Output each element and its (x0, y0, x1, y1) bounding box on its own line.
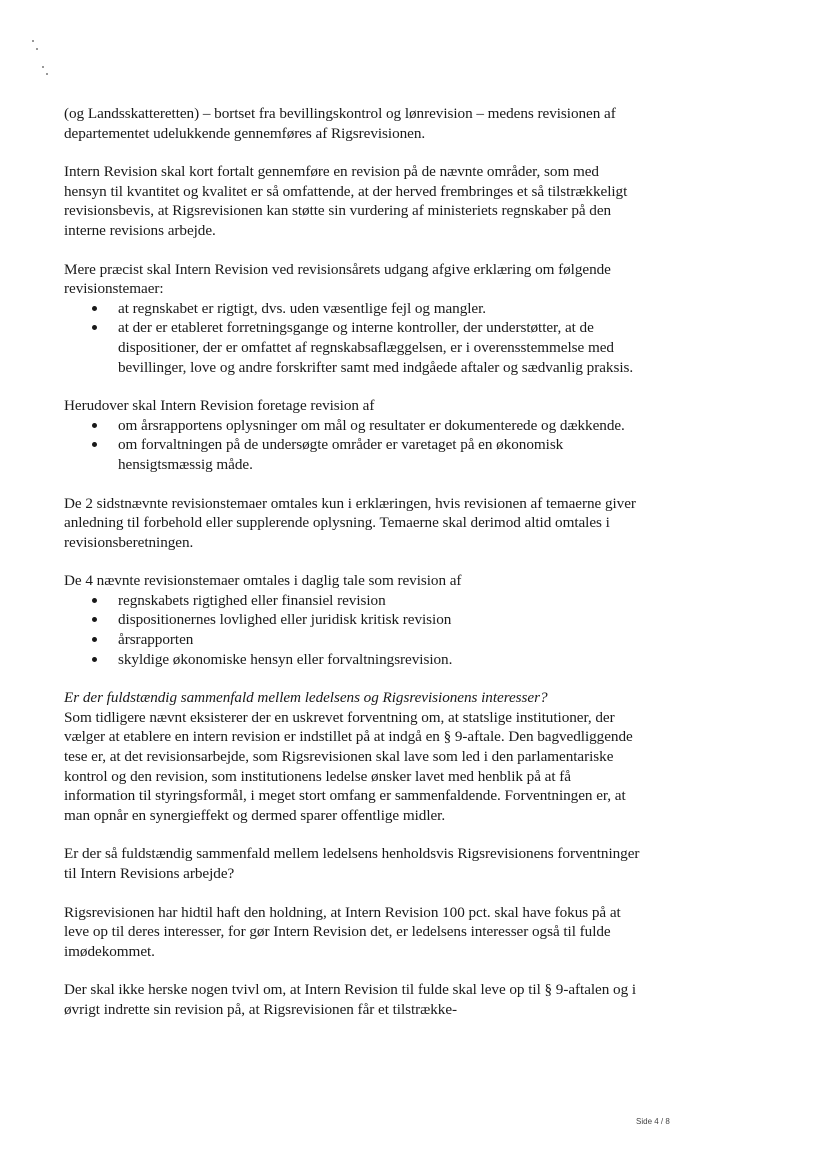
paragraph-4 (64, 396, 644, 474)
paragraph-3-intro: Mere præcist skal Intern Revision ved revisionsårets udgang afgive erklæring om følgende revisionstemaer: (64, 260, 611, 298)
paragraph-2: Intern Revision skal kort fortalt gennemføre en revision på de nævnte områder, som med hensyn til kvantitet og kvalitet er så omfattende, at der herved frembringes et så tilstrækkeligt revisionsbevis, at Rigsrevisionen kan støtte sin vurdering af ministeriets regnskaber på den interne revisions arbejde. (64, 163, 628, 239)
list-item: regnskabets rigtighed eller finansiel revision (88, 591, 644, 611)
scan-specks (30, 40, 60, 80)
bullet-list-2 (64, 416, 644, 475)
paragraph-4-intro: Herudover skal Intern Revision foretage revision af (64, 397, 375, 415)
list-item: at regnskabet er rigtigt, dvs. uden væsentlige fejl og mangler. (88, 299, 644, 319)
list-item: om forvaltningen på de undersøgte områder er varetaget på en økonomisk hensigtsmæssig måde. (88, 435, 644, 474)
bullet-list-1 (64, 299, 644, 377)
paragraph-7-body: Som tidligere nævnt eksisterer der en uskrevet forventning om, at statslige institutioner, der vælger at etablere en intern revision er indstillet på at indgå en § 9-aftale. Den bagvedliggende tese er, at det revisionsarbejde, som Rigsrevisionen skal lave som led i den parlamentariske kontrol og den revision, som institutionens ledelse ønsker lavet med henblik på at få information til styringsformål, i meget stort omfang er sammenfaldende. Forventningen er, at man opnår en synergieffekt og dermed sparer offentlige midler. (64, 708, 633, 824)
scan-speck (42, 66, 44, 68)
scan-speck (36, 48, 38, 50)
document-page (64, 104, 644, 1039)
paragraph-1: (og Landsskatteretten) – bortset fra bevillingskontrol og lønrevision – medens revisionen af departementet udelukkende gennemføres af Rigsrevisionen. (64, 105, 616, 142)
paragraph-8: Er der så fuldstændig sammenfald mellem ledelsens henholdsvis Rigsrevisionens forventninger til Intern Revisions arbejde? (64, 845, 640, 882)
paragraph-7 (64, 688, 644, 825)
paragraph-6 (64, 571, 644, 669)
list-item: at der er etableret forretningsgange og interne kontroller, der understøtter, at de dispositioner, der er omfattet af regnskabsaflæggelsen, er i overensstemmelse med bevillinger, love og andre forskrifter samt med indgåede aftaler og sædvanlig praksis. (88, 318, 644, 377)
page-number: Side 4 / 8 (636, 1117, 670, 1126)
list-item: dispositionernes lovlighed eller juridisk kritisk revision (88, 610, 644, 630)
section-heading: Er der fuldstændig sammenfald mellem ledelsens og Rigsrevisionens interesser? (64, 689, 548, 707)
paragraph-5: De 2 sidstnævnte revisionstemaer omtales kun i erklæringen, hvis revisionen af temaerne giver anledning til forbehold eller supplerende oplysning. Temaerne skal derimod altid omtales i revisionsberetningen. (64, 494, 636, 551)
paragraph-10: Der skal ikke herske nogen tvivl om, at Intern Revision til fulde skal leve op til § 9-aftalen og i øvrigt indrette sin revision på, at Rigsrevisionen får et tilstrække- (64, 981, 637, 1018)
list-item: skyldige økonomiske hensyn eller forvaltningsrevision. (88, 650, 644, 670)
scan-speck (32, 40, 34, 42)
paragraph-6-intro: De 4 nævnte revisionstemaer omtales i daglig tale som revision af (64, 572, 462, 590)
paragraph-9: Rigsrevisionen har hidtil haft den holdning, at Intern Revision 100 pct. skal have fokus på at leve op til deres interesser, for gør Intern Revision det, er ledelsens interesser også til fulde imødekommet. (64, 903, 621, 960)
scan-speck (46, 73, 48, 75)
list-item: årsrapporten (88, 630, 644, 650)
list-item: om årsrapportens oplysninger om mål og resultater er dokumenterede og dækkende. (88, 416, 644, 436)
bullet-list-3 (64, 591, 644, 669)
paragraph-3 (64, 260, 644, 378)
